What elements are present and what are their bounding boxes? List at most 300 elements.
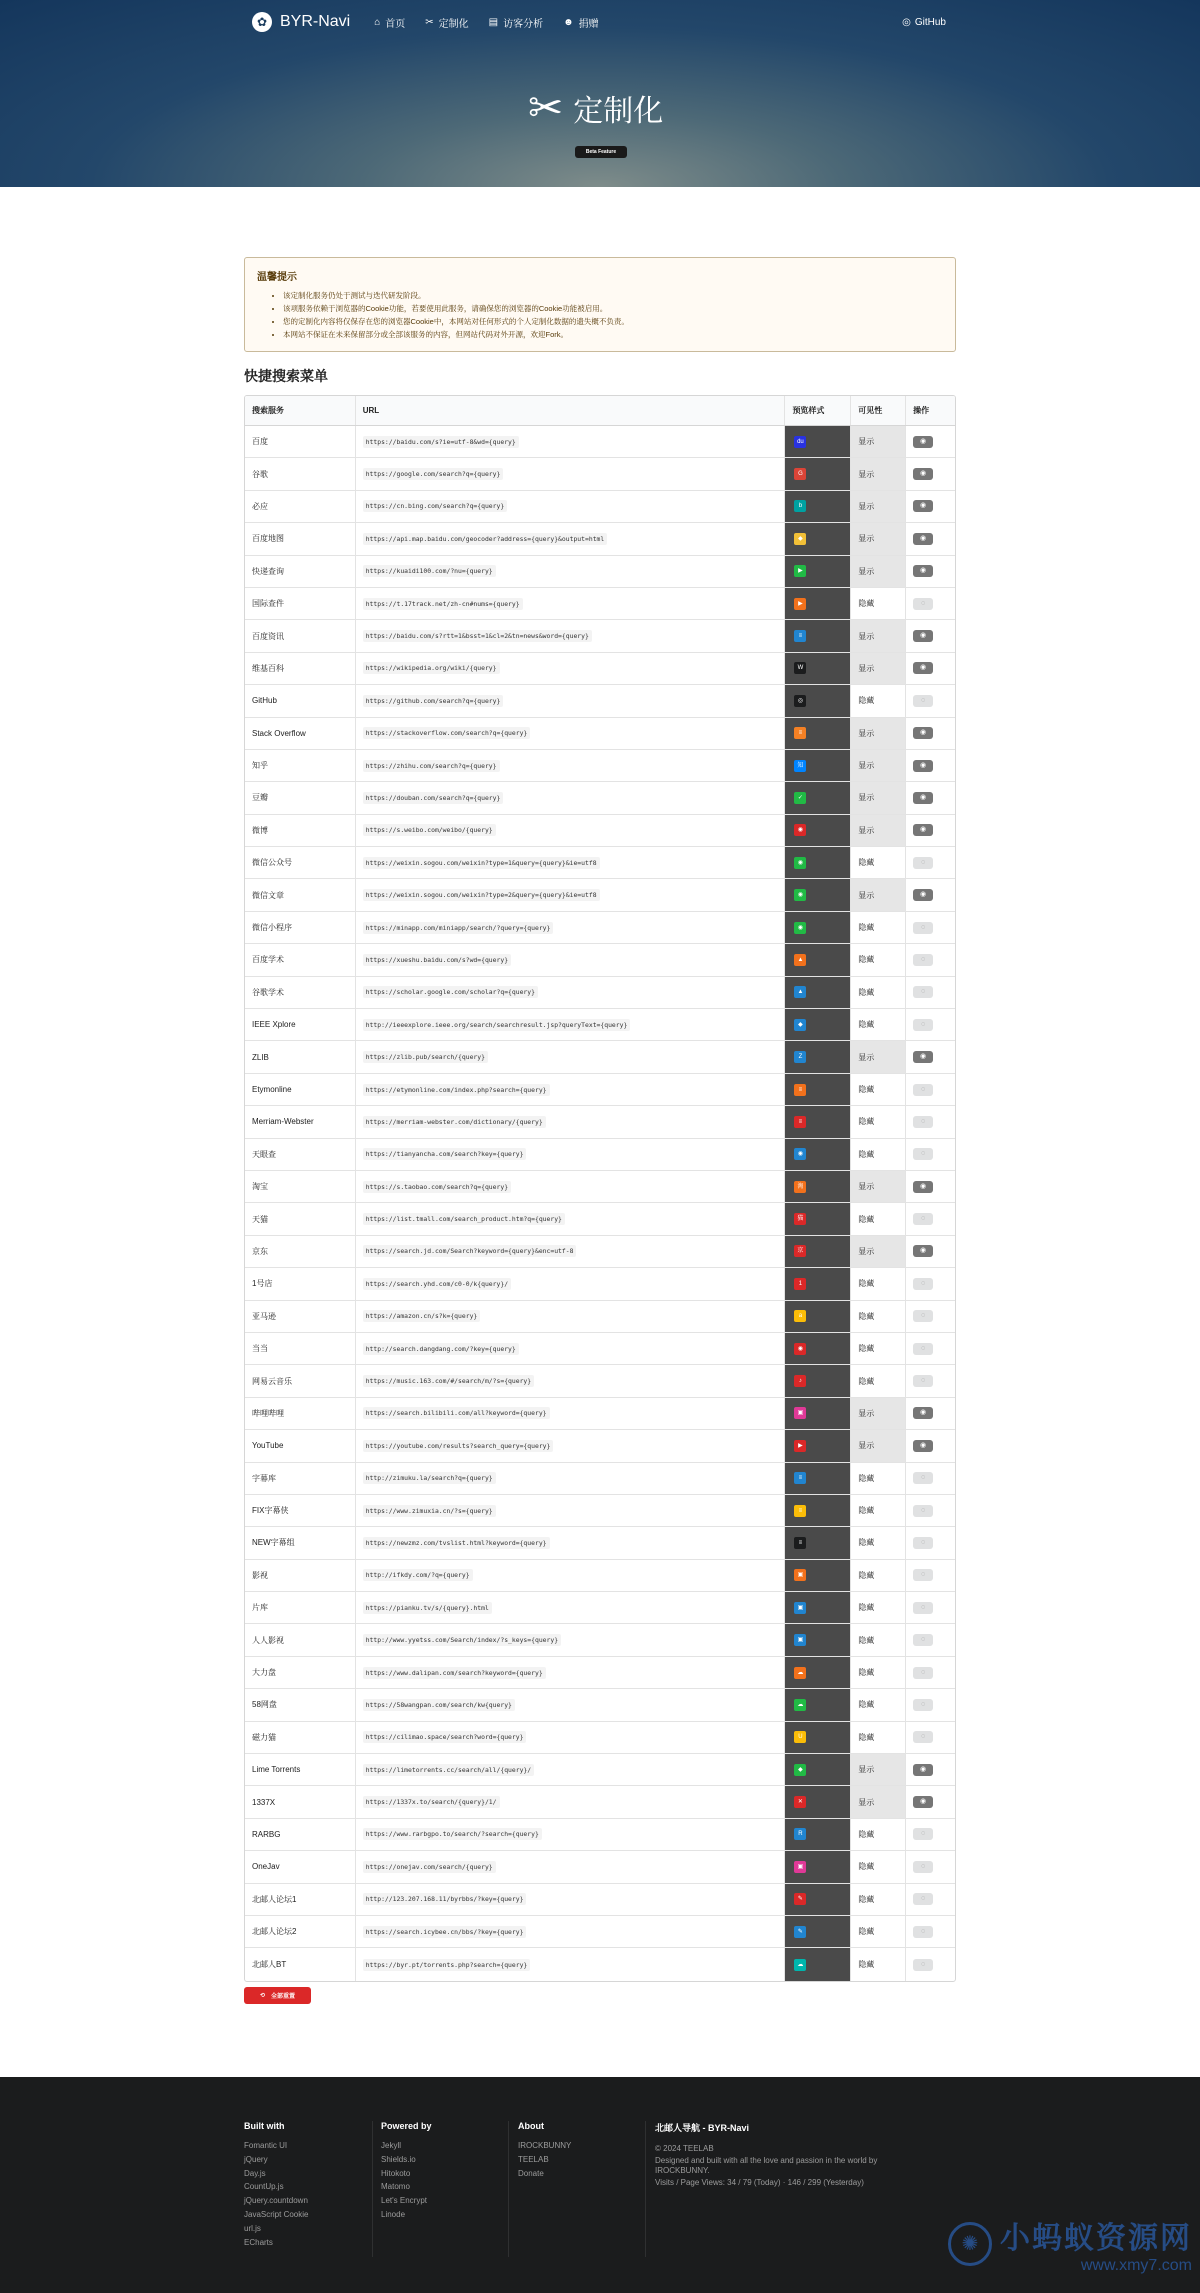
footer-link[interactable]: Shields.io xyxy=(381,2154,416,2164)
eye-slash-icon[interactable]: ◌ xyxy=(913,1861,933,1873)
action-cell xyxy=(906,1722,955,1753)
eye-slash-icon[interactable]: ◌ xyxy=(913,1472,933,1484)
eye-slash-icon[interactable]: ◌ xyxy=(913,1959,933,1971)
footer-link[interactable]: Matomo xyxy=(381,2182,410,2192)
preview-cell xyxy=(785,1203,851,1234)
table-row xyxy=(245,491,955,523)
table-row xyxy=(245,1495,955,1527)
search-url: https://58wangpan.com/search/kw{query} xyxy=(363,1699,515,1711)
service-name: Lime Torrents xyxy=(245,1754,356,1785)
footer-link[interactable]: jQuery.countdown xyxy=(244,2196,308,2206)
url-cell xyxy=(356,1009,786,1040)
url-cell xyxy=(356,653,786,684)
table-row xyxy=(245,685,955,717)
hero-banner xyxy=(0,0,1200,187)
visibility-status: 显示 xyxy=(851,879,906,910)
service-name: OneJav xyxy=(245,1851,356,1882)
url-cell xyxy=(356,977,786,1008)
visibility-status: 隐藏 xyxy=(851,1139,906,1170)
search-url: https://byr.pt/torrents.php?search={query} xyxy=(363,1959,531,1971)
preview-cell xyxy=(785,1819,851,1850)
preview-cell xyxy=(785,685,851,716)
eye-icon[interactable]: ◉ xyxy=(913,533,933,545)
watermark-text: 小蚂蚁资源网 xyxy=(1000,2222,1192,2255)
url-cell xyxy=(356,588,786,619)
eye-slash-icon[interactable]: ◌ xyxy=(913,1634,933,1646)
footer-link[interactable]: Linode xyxy=(381,2209,406,2219)
action-cell xyxy=(906,1463,955,1494)
eye-slash-icon[interactable]: ◌ xyxy=(913,1893,933,1905)
visibility-status: 隐藏 xyxy=(851,1333,906,1364)
preview-cell xyxy=(785,1171,851,1202)
search-url: https://music.163.com/#/search/m/?s={query} xyxy=(363,1375,534,1387)
service-name: 微信文章 xyxy=(245,879,356,910)
notice-list xyxy=(283,289,943,341)
eye-slash-icon[interactable]: ◌ xyxy=(913,1343,933,1355)
visibility-status: 显示 xyxy=(851,620,906,651)
action-cell xyxy=(906,912,955,943)
table-row xyxy=(245,620,955,652)
table-row xyxy=(245,1657,955,1689)
service-preview-icon: ≡ xyxy=(794,1472,806,1484)
action-cell xyxy=(906,556,955,587)
action-cell xyxy=(906,977,955,1008)
footer-link[interactable]: Donate xyxy=(518,2168,544,2178)
service-name: IEEE Xplore xyxy=(245,1009,356,1040)
nav-link-donate[interactable] xyxy=(563,15,599,30)
footer-divider xyxy=(372,2121,373,2257)
footer-link[interactable]: Hitokoto xyxy=(381,2168,411,2178)
nav-link-label: 访客分析 xyxy=(503,18,544,30)
visibility-status: 显示 xyxy=(851,491,906,522)
search-url: https://wikipedia.org/wiki/{query} xyxy=(363,662,500,674)
eye-slash-icon[interactable]: ◌ xyxy=(913,1116,933,1128)
url-cell xyxy=(356,523,786,554)
search-menu-table xyxy=(244,395,956,1982)
table-row xyxy=(245,879,955,911)
url-cell xyxy=(356,1074,786,1105)
eye-icon[interactable]: ◉ xyxy=(913,1245,933,1257)
eye-icon[interactable]: ◉ xyxy=(913,1796,933,1808)
eye-slash-icon[interactable]: ◌ xyxy=(913,1828,933,1840)
table-row xyxy=(245,1203,955,1235)
eye-slash-icon[interactable]: ◌ xyxy=(913,1699,933,1711)
preview-cell xyxy=(785,1592,851,1623)
table-row xyxy=(245,1948,955,1980)
service-name: 大力盘 xyxy=(245,1657,356,1688)
search-url: https://weixin.sogou.com/weixin?type=2&query={query}&ie=utf8 xyxy=(363,889,600,901)
eye-icon[interactable]: ◉ xyxy=(913,630,933,642)
visibility-status: 隐藏 xyxy=(851,1495,906,1526)
service-name: GitHub xyxy=(245,685,356,716)
eye-icon[interactable]: ◉ xyxy=(913,727,933,739)
preview-cell xyxy=(785,782,851,813)
service-preview-icon: U xyxy=(794,1731,806,1743)
service-preview-icon: ◉ xyxy=(794,922,806,934)
action-cell xyxy=(906,1203,955,1234)
nav-link-home[interactable] xyxy=(374,15,405,30)
service-preview-icon: ▶ xyxy=(794,565,806,577)
url-cell xyxy=(356,1041,786,1072)
visibility-status: 隐藏 xyxy=(851,1203,906,1234)
table-row xyxy=(245,1463,955,1495)
search-url: https://search.bilibili.com/all?keyword={query} xyxy=(363,1407,550,1419)
preview-cell xyxy=(785,1624,851,1655)
table-row xyxy=(245,815,955,847)
eye-slash-icon[interactable]: ◌ xyxy=(913,954,933,966)
url-cell xyxy=(356,1786,786,1817)
footer-powered-by xyxy=(381,2121,432,2222)
visibility-status: 隐藏 xyxy=(851,1592,906,1623)
visibility-status: 隐藏 xyxy=(851,847,906,878)
service-name: 亚马逊 xyxy=(245,1301,356,1332)
url-cell xyxy=(356,944,786,975)
table-row xyxy=(245,718,955,750)
url-cell xyxy=(356,1398,786,1429)
notice-item: • 本网站不保证在未来保留部分或全部该服务的内容，但网站代码对外开源，欢迎Fork。 xyxy=(283,328,943,341)
service-name: 知乎 xyxy=(245,750,356,781)
service-name: 1337X xyxy=(245,1786,356,1817)
service-name: 微信公众号 xyxy=(245,847,356,878)
table-row xyxy=(245,1689,955,1721)
search-url: https://onejav.com/search/{query} xyxy=(363,1861,496,1873)
table-row xyxy=(245,1041,955,1073)
action-cell xyxy=(906,879,955,910)
action-cell xyxy=(906,458,955,489)
preview-cell xyxy=(785,1463,851,1494)
service-preview-icon: ◉ xyxy=(794,1343,806,1355)
service-preview-icon: du xyxy=(794,436,806,448)
url-cell xyxy=(356,847,786,878)
service-preview-icon: ▲ xyxy=(794,954,806,966)
search-url: https://baidu.com/s?rtt=1&bsst=1&cl=2&tn=news&word={query} xyxy=(363,630,592,642)
eye-icon[interactable]: ◉ xyxy=(913,1051,933,1063)
header-service: 搜索服务 xyxy=(245,396,356,425)
service-preview-icon: ◉ xyxy=(794,889,806,901)
footer-link[interactable]: Let's Encrypt xyxy=(381,2196,427,2206)
visibility-status: 隐藏 xyxy=(851,1560,906,1591)
preview-cell xyxy=(785,1948,851,1980)
service-preview-icon: 京 xyxy=(794,1245,806,1257)
nav-link-analytics[interactable] xyxy=(489,15,543,30)
eye-icon[interactable]: ◉ xyxy=(913,468,933,480)
search-url: https://search.yhd.com/c0-0/k{query}/ xyxy=(363,1278,511,1290)
preview-cell xyxy=(785,1689,851,1720)
eye-slash-icon[interactable]: ◌ xyxy=(913,1375,933,1387)
table-row xyxy=(245,458,955,490)
table-row xyxy=(245,782,955,814)
search-url: https://cn.bing.com/search?q={query} xyxy=(363,500,508,512)
footer-link[interactable]: TEELAB xyxy=(518,2154,549,2164)
preview-cell xyxy=(785,977,851,1008)
url-cell xyxy=(356,1301,786,1332)
service-preview-icon: ☁ xyxy=(794,1959,806,1971)
eye-icon[interactable]: ◉ xyxy=(913,760,933,772)
service-name: 必应 xyxy=(245,491,356,522)
action-cell xyxy=(906,750,955,781)
table-row xyxy=(245,1139,955,1171)
table-row xyxy=(245,912,955,944)
service-preview-icon: ◎ xyxy=(794,695,806,707)
eye-slash-icon[interactable]: ◌ xyxy=(913,922,933,934)
eye-slash-icon[interactable]: ◌ xyxy=(913,1213,933,1225)
visibility-status: 隐藏 xyxy=(851,977,906,1008)
eye-slash-icon[interactable]: ◌ xyxy=(913,1084,933,1096)
footer-link[interactable]: url.js xyxy=(244,2223,261,2233)
eye-slash-icon[interactable]: ◌ xyxy=(913,857,933,869)
action-cell xyxy=(906,1333,955,1364)
url-cell xyxy=(356,1884,786,1915)
preview-cell xyxy=(785,1301,851,1332)
visibility-status: 显示 xyxy=(851,1041,906,1072)
preview-cell xyxy=(785,1430,851,1461)
url-cell xyxy=(356,1819,786,1850)
preview-cell xyxy=(785,847,851,878)
service-preview-icon: ◆ xyxy=(794,1019,806,1031)
search-url: https://kuaidi100.com/?nu={query} xyxy=(363,565,496,577)
byr-logo-icon: ✿ xyxy=(252,12,272,32)
eye-icon[interactable]: ◉ xyxy=(913,1407,933,1419)
page-title: 定制化 xyxy=(573,95,664,128)
service-preview-icon: ≡ xyxy=(794,1505,806,1517)
service-preview-icon: ≡ xyxy=(794,1537,806,1549)
service-name: 片库 xyxy=(245,1592,356,1623)
notice-message xyxy=(244,257,956,352)
user-icon: ☻ xyxy=(563,16,574,28)
footer-link[interactable]: Day.js xyxy=(244,2168,266,2178)
eye-icon[interactable]: ◉ xyxy=(913,436,933,448)
service-preview-icon: ▣ xyxy=(794,1634,806,1646)
search-url: https://list.tmall.com/search_product.htm?q={query} xyxy=(363,1213,565,1225)
eye-slash-icon[interactable]: ◌ xyxy=(913,1926,933,1938)
visibility-status: 显示 xyxy=(851,750,906,781)
preview-cell xyxy=(785,718,851,749)
table-row xyxy=(245,1527,955,1559)
preview-cell xyxy=(785,879,851,910)
url-cell xyxy=(356,1948,786,1980)
search-url: https://pianku.tv/s/{query}.html xyxy=(363,1602,492,1614)
search-url: https://s.taobao.com/search?q={query} xyxy=(363,1181,511,1193)
search-url: http://ieeexplore.ieee.org/search/searchresult.jsp?queryText={query} xyxy=(363,1019,631,1031)
visibility-status: 显示 xyxy=(851,556,906,587)
preview-cell xyxy=(785,1786,851,1817)
service-preview-icon: ▶ xyxy=(794,1440,806,1452)
footer-link[interactable]: JavaScript Cookie xyxy=(244,2209,309,2219)
eye-slash-icon[interactable]: ◌ xyxy=(913,695,933,707)
footer-about xyxy=(518,2121,571,2180)
header-preview: 预览样式 xyxy=(785,396,851,425)
service-preview-icon: ◆ xyxy=(794,533,806,545)
table-row xyxy=(245,426,955,458)
footer-copyright: © 2024 TEELAB xyxy=(655,2144,714,2153)
nav-link-label: 定制化 xyxy=(438,18,469,30)
url-cell xyxy=(356,1560,786,1591)
table-row xyxy=(245,588,955,620)
search-url: https://search.icybee.cn/bbs/?key={query} xyxy=(363,1926,527,1938)
eye-slash-icon[interactable]: ◌ xyxy=(913,1537,933,1549)
action-cell xyxy=(906,1560,955,1591)
preview-cell xyxy=(785,1074,851,1105)
eye-icon[interactable]: ◉ xyxy=(913,1181,933,1193)
footer-heading: Built with xyxy=(244,2121,285,2131)
table-row xyxy=(245,1722,955,1754)
action-cell xyxy=(906,1657,955,1688)
action-cell xyxy=(906,1624,955,1655)
url-cell xyxy=(356,1365,786,1396)
url-cell xyxy=(356,1463,786,1494)
visibility-status: 隐藏 xyxy=(851,1884,906,1915)
visibility-status: 隐藏 xyxy=(851,1365,906,1396)
visibility-status: 隐藏 xyxy=(851,1689,906,1720)
table-row xyxy=(245,1430,955,1462)
eye-slash-icon[interactable]: ◌ xyxy=(913,1505,933,1517)
visibility-status: 显示 xyxy=(851,1171,906,1202)
eye-icon[interactable]: ◉ xyxy=(913,1764,933,1776)
eye-slash-icon[interactable]: ◌ xyxy=(913,1019,933,1031)
service-preview-icon: ☁ xyxy=(794,1667,806,1679)
footer-link[interactable]: CountUp.js xyxy=(244,2182,284,2192)
url-cell xyxy=(356,1333,786,1364)
visibility-status: 显示 xyxy=(851,426,906,457)
service-name: 快递查询 xyxy=(245,556,356,587)
visibility-status: 隐藏 xyxy=(851,1819,906,1850)
footer-built-with xyxy=(244,2121,308,2249)
service-preview-icon: 猫 xyxy=(794,1213,806,1225)
brand-link[interactable] xyxy=(252,12,350,32)
action-cell xyxy=(906,1301,955,1332)
service-name: 百度资讯 xyxy=(245,620,356,651)
action-cell xyxy=(906,718,955,749)
watermark xyxy=(948,2213,1192,2275)
service-preview-icon: ✎ xyxy=(794,1926,806,1938)
footer-link[interactable]: Jekyll xyxy=(381,2141,402,2150)
search-url: http://ifkdy.com/?q={query} xyxy=(363,1569,473,1581)
url-cell xyxy=(356,1689,786,1720)
preview-cell xyxy=(785,750,851,781)
action-cell xyxy=(906,1527,955,1558)
eye-slash-icon[interactable]: ◌ xyxy=(913,1731,933,1743)
url-cell xyxy=(356,1916,786,1947)
header-action: 操作 xyxy=(906,396,955,425)
eye-icon[interactable]: ◉ xyxy=(913,565,933,577)
action-cell xyxy=(906,523,955,554)
eye-slash-icon[interactable]: ◌ xyxy=(913,1310,933,1322)
eye-icon[interactable]: ◉ xyxy=(913,824,933,836)
preview-cell xyxy=(785,426,851,457)
service-name: Stack Overflow xyxy=(245,718,356,749)
search-url: https://baidu.com/s?ie=utf-8&wd={query} xyxy=(363,436,519,448)
action-cell xyxy=(906,1786,955,1817)
service-preview-icon: 知 xyxy=(794,760,806,772)
eye-slash-icon[interactable]: ◌ xyxy=(913,1667,933,1679)
reset-all-button[interactable] xyxy=(244,1987,311,2004)
footer xyxy=(0,2077,1200,2293)
service-name: 淘宝 xyxy=(245,1171,356,1202)
footer-link[interactable]: Fomantic UI xyxy=(244,2141,288,2150)
action-cell xyxy=(906,653,955,684)
eye-icon[interactable]: ◉ xyxy=(913,889,933,901)
eye-slash-icon[interactable]: ◌ xyxy=(913,1602,933,1614)
url-cell xyxy=(356,1430,786,1461)
url-cell xyxy=(356,815,786,846)
eye-slash-icon[interactable]: ◌ xyxy=(913,1569,933,1581)
preview-cell xyxy=(785,1139,851,1170)
url-cell xyxy=(356,1754,786,1785)
search-url: https://google.com/search?q={query} xyxy=(363,468,504,480)
search-url: https://github.com/search?q={query} xyxy=(363,695,504,707)
action-cell xyxy=(906,1689,955,1720)
preview-cell xyxy=(785,523,851,554)
eye-icon[interactable]: ◉ xyxy=(913,1440,933,1452)
url-cell xyxy=(356,491,786,522)
eye-icon[interactable]: ◉ xyxy=(913,662,933,674)
visibility-status: 隐藏 xyxy=(851,685,906,716)
url-cell xyxy=(356,750,786,781)
table-row xyxy=(245,1171,955,1203)
service-name: 维基百科 xyxy=(245,653,356,684)
table-row xyxy=(245,1754,955,1786)
home-icon: ⌂ xyxy=(374,16,381,28)
chart-icon: ▤ xyxy=(488,16,499,28)
footer-link[interactable]: ECharts xyxy=(244,2237,273,2247)
preview-cell xyxy=(785,588,851,619)
service-name: 谷歌 xyxy=(245,458,356,489)
header-url: URL xyxy=(356,396,786,425)
search-url: https://etymonline.com/index.php?search={query} xyxy=(363,1084,550,1096)
service-preview-icon: 1 xyxy=(794,1278,806,1290)
watermark-url: www.xmy7.com xyxy=(1080,2257,1192,2274)
url-cell xyxy=(356,1139,786,1170)
preview-cell xyxy=(785,1365,851,1396)
url-cell xyxy=(356,879,786,910)
service-preview-icon: ✓ xyxy=(794,792,806,804)
page-header xyxy=(528,86,663,130)
nav-link-customize[interactable] xyxy=(425,15,468,30)
eye-slash-icon[interactable]: ◌ xyxy=(913,598,933,610)
service-preview-icon: ◉ xyxy=(794,857,806,869)
eye-slash-icon[interactable]: ◌ xyxy=(913,1278,933,1290)
footer-divider xyxy=(645,2121,646,2257)
service-name: RARBG xyxy=(245,1819,356,1850)
eye-slash-icon[interactable]: ◌ xyxy=(913,986,933,998)
github-link[interactable] xyxy=(902,17,946,28)
table-row xyxy=(245,1884,955,1916)
service-preview-icon: ≡ xyxy=(794,727,806,739)
table-row xyxy=(245,944,955,976)
action-cell xyxy=(906,491,955,522)
search-url: https://minapp.com/miniapp/search/?query={query} xyxy=(363,922,554,934)
visibility-status: 隐藏 xyxy=(851,1722,906,1753)
visibility-status: 隐藏 xyxy=(851,944,906,975)
footer-heading: About xyxy=(518,2121,544,2131)
service-name: 谷歌学术 xyxy=(245,977,356,1008)
nav-link-label: 首页 xyxy=(385,18,406,30)
action-cell xyxy=(906,1851,955,1882)
url-cell xyxy=(356,685,786,716)
top-nav xyxy=(0,0,1200,50)
eye-slash-icon[interactable]: ◌ xyxy=(913,1148,933,1160)
table-row xyxy=(245,1301,955,1333)
table-header xyxy=(245,396,955,426)
search-url: https://douban.com/search?q={query} xyxy=(363,792,504,804)
footer-link[interactable]: jQuery xyxy=(244,2154,268,2164)
footer-link[interactable]: IROCKBUNNY xyxy=(518,2141,572,2150)
eye-icon[interactable]: ◉ xyxy=(913,500,933,512)
table-row xyxy=(245,1819,955,1851)
search-url: https://scholar.google.com/scholar?q={query} xyxy=(363,986,538,998)
eye-icon[interactable]: ◉ xyxy=(913,792,933,804)
service-name: Etymonline xyxy=(245,1074,356,1105)
